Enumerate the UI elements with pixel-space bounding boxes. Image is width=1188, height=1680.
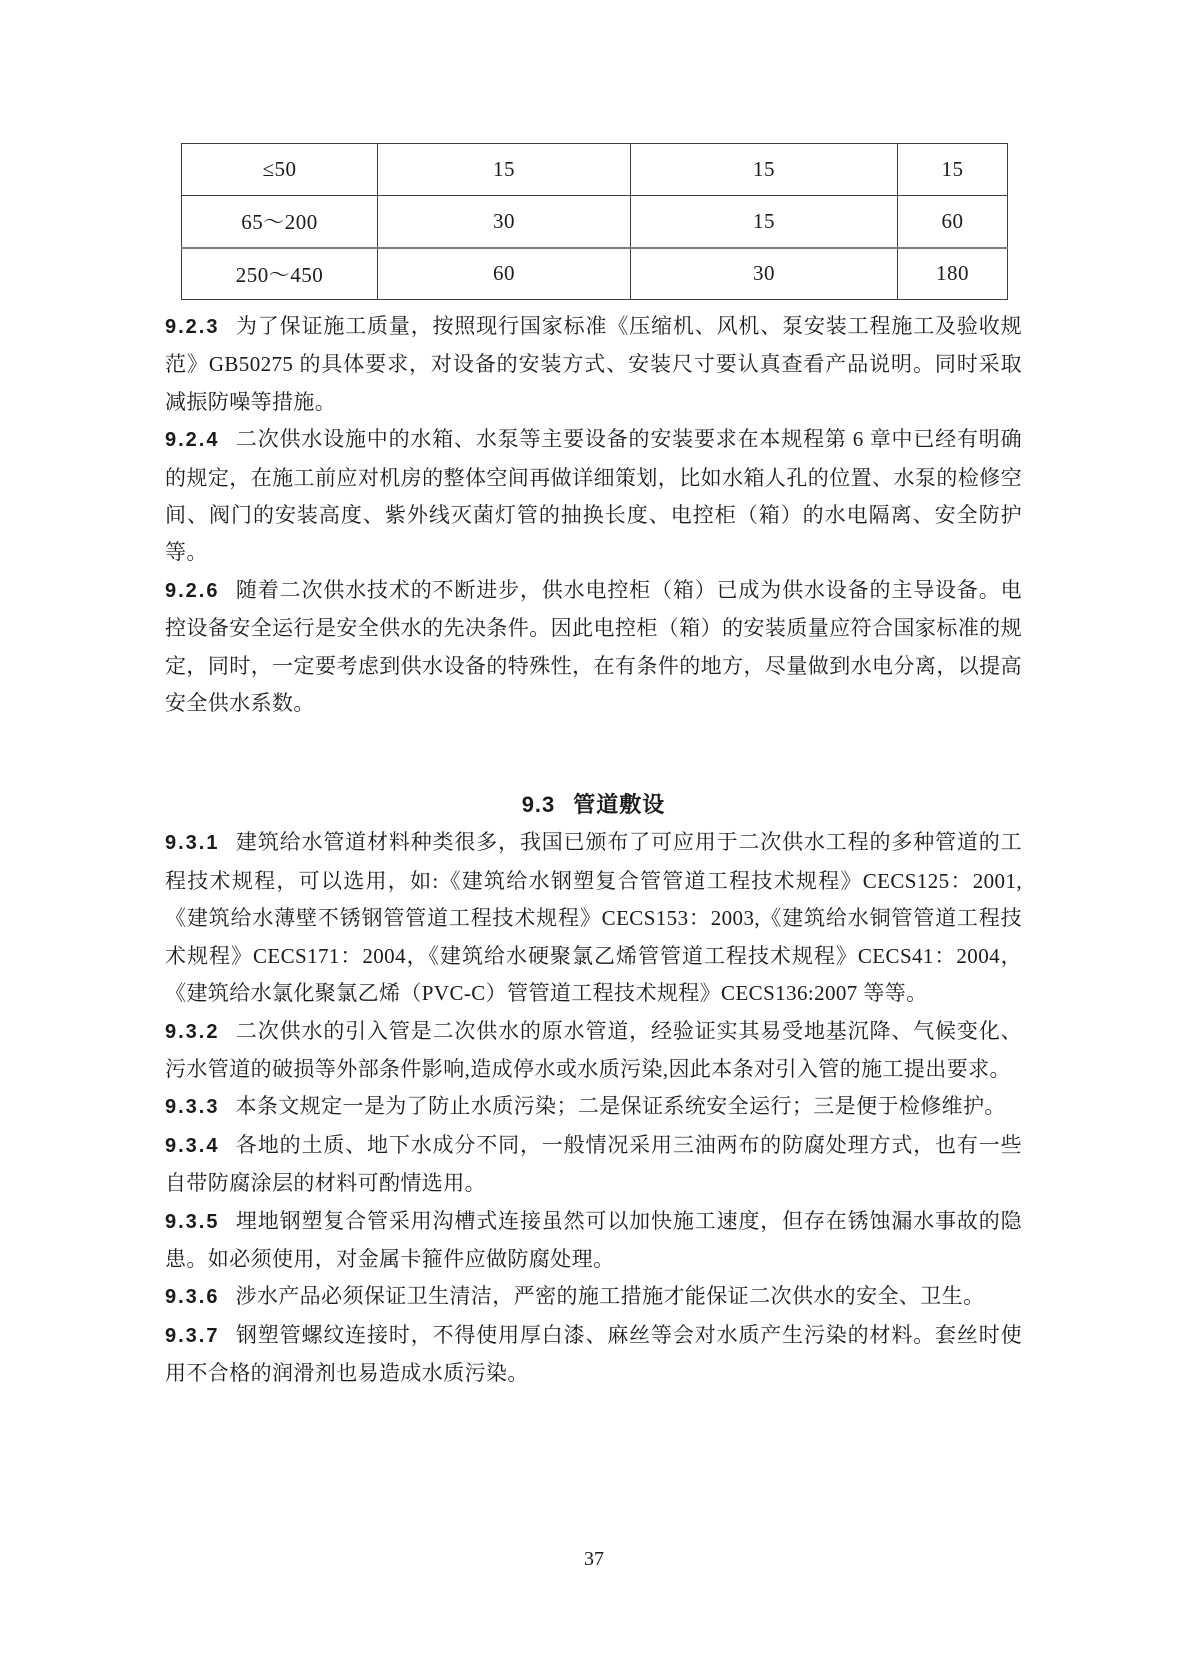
table-row bbox=[182, 248, 1008, 300]
clause-9-3-5 bbox=[165, 1203, 1022, 1279]
clause-number: 9.2.4 bbox=[165, 429, 220, 452]
clause-text: 为了保证施工质量，按照现行国家标准《压缩机、风机、泵安装工程施工及验收规范》GB50275 的具体要求，对设备的安装方式、安装尺寸要认真查看产品说明。同时采取减振防噪等措施。 bbox=[165, 314, 1022, 414]
clause-number: 9.3.7 bbox=[165, 1324, 220, 1347]
section-number: 9.3 bbox=[521, 792, 556, 818]
page-content bbox=[165, 143, 1022, 1393]
table-cell: 60 bbox=[898, 196, 1008, 248]
clause-number: 9.3.5 bbox=[165, 1210, 220, 1233]
clause-9-3-6 bbox=[165, 1278, 1022, 1316]
table-cell: 180 bbox=[898, 248, 1008, 300]
clause-text: 各地的土质、地下水成分不同，一般情况采用三油两布的防腐处理方式，也有一些自带防腐涂层的材料可酌情选用。 bbox=[165, 1132, 1022, 1196]
table-cell: 30 bbox=[631, 248, 898, 300]
clause-number: 9.2.6 bbox=[165, 579, 220, 602]
clause-9-2-3 bbox=[165, 308, 1022, 421]
clause-text: 二次供水设施中的水箱、水泵等主要设备的安装要求在本规程第 6 章中已经有明确的规定，在施工前应对机房的整体空间再做详细策划，比如水箱人孔的位置、水泵的检修空间、阀门的安装高度、紫外线灭菌灯管的抽换长度、电控柜（箱）的水电隔离、安全防护等。 bbox=[165, 427, 1022, 565]
clause-9-3-4 bbox=[165, 1127, 1022, 1203]
clause-text: 涉水产品必须保证卫生清洁，严密的施工措施才能保证二次供水的安全、卫生。 bbox=[235, 1284, 985, 1309]
clause-text: 埋地钢塑复合管采用沟槽式连接虽然可以加快施工速度，但存在锈蚀漏水事故的隐患。如必须使用，对金属卡箍件应做防腐处理。 bbox=[165, 1208, 1022, 1271]
table-cell: 60 bbox=[378, 248, 631, 300]
clause-number: 9.2.3 bbox=[165, 316, 220, 338]
clause-number: 9.3.2 bbox=[165, 1020, 220, 1043]
pipe-diameter-table bbox=[181, 143, 1008, 300]
section-title: 管道敷设 bbox=[573, 792, 666, 818]
clause-9-3-7 bbox=[165, 1317, 1022, 1393]
clause-text: 本条文规定一是为了防止水质污染；二是保证系统安全运行；三是便于检修维护。 bbox=[235, 1094, 1006, 1119]
clause-text: 钢塑管螺纹连接时，不得使用厚白漆、麻丝等会对水质产生污染的材料。套丝时使用不合格的润滑剂也易造成水质污染。 bbox=[165, 1322, 1022, 1386]
clause-number: 9.3.4 bbox=[165, 1134, 220, 1157]
table-cell: 15 bbox=[378, 144, 631, 196]
table-row bbox=[182, 144, 1008, 196]
clause-number: 9.3.6 bbox=[165, 1286, 220, 1309]
clause-9-2-4 bbox=[165, 421, 1022, 572]
clause-text: 建筑给水管道材料种类很多，我国已颁布了可应用于二次供水工程的多种管道的工程技术规程，可以选用，如:《建筑给水钢塑复合管管道工程技术规程》CECS125：2001,《建筑给水薄壁不锈钢管管道工程技术规程》CECS153：2003,《建筑给水铜管管道工程技术规程》CECS171：2004，《建筑给水硬聚氯乙烯管管道工程技术规程》CECS41：2004，《建筑给水氯化聚氯乙烯（PVC-C）管管道工程技术规程》CECS136:2007 等等。 bbox=[165, 830, 1022, 1006]
section-heading-9-3 bbox=[165, 786, 1022, 824]
table-cell: 15 bbox=[631, 144, 898, 196]
table-row bbox=[182, 196, 1008, 248]
table-cell: 250～450 bbox=[182, 248, 378, 300]
table-cell: 15 bbox=[898, 144, 1008, 196]
clause-9-2-6 bbox=[165, 572, 1022, 723]
clause-number: 9.3.3 bbox=[165, 1096, 220, 1119]
table-cell: ≤50 bbox=[182, 144, 378, 196]
table-cell: 30 bbox=[378, 196, 631, 248]
clause-9-3-2 bbox=[165, 1013, 1022, 1089]
page-number: 37 bbox=[584, 1548, 604, 1570]
table-cell: 15 bbox=[631, 196, 898, 248]
clause-9-3-1 bbox=[165, 824, 1022, 1012]
clause-text: 随着二次供水技术的不断进步，供水电控柜（箱）已成为供水设备的主导设备。电控设备安全运行是安全供水的先决条件。因此电控柜（箱）的安装质量应符合国家标准的规定，同时，一定要考虑到供水设备的特殊性，在有条件的地方，尽量做到水电分离，以提高安全供水系数。 bbox=[165, 577, 1022, 716]
clause-9-3-3 bbox=[165, 1088, 1022, 1126]
table-cell: 65～200 bbox=[182, 196, 378, 248]
clause-text: 二次供水的引入管是二次供水的原水管道，经验证实其易受地基沉降、气候变化、污水管道的破损等外部条件影响,造成停水或水质污染,因此本条对引入管的施工提出要求。 bbox=[165, 1018, 1022, 1081]
clause-number: 9.3.1 bbox=[165, 832, 220, 855]
